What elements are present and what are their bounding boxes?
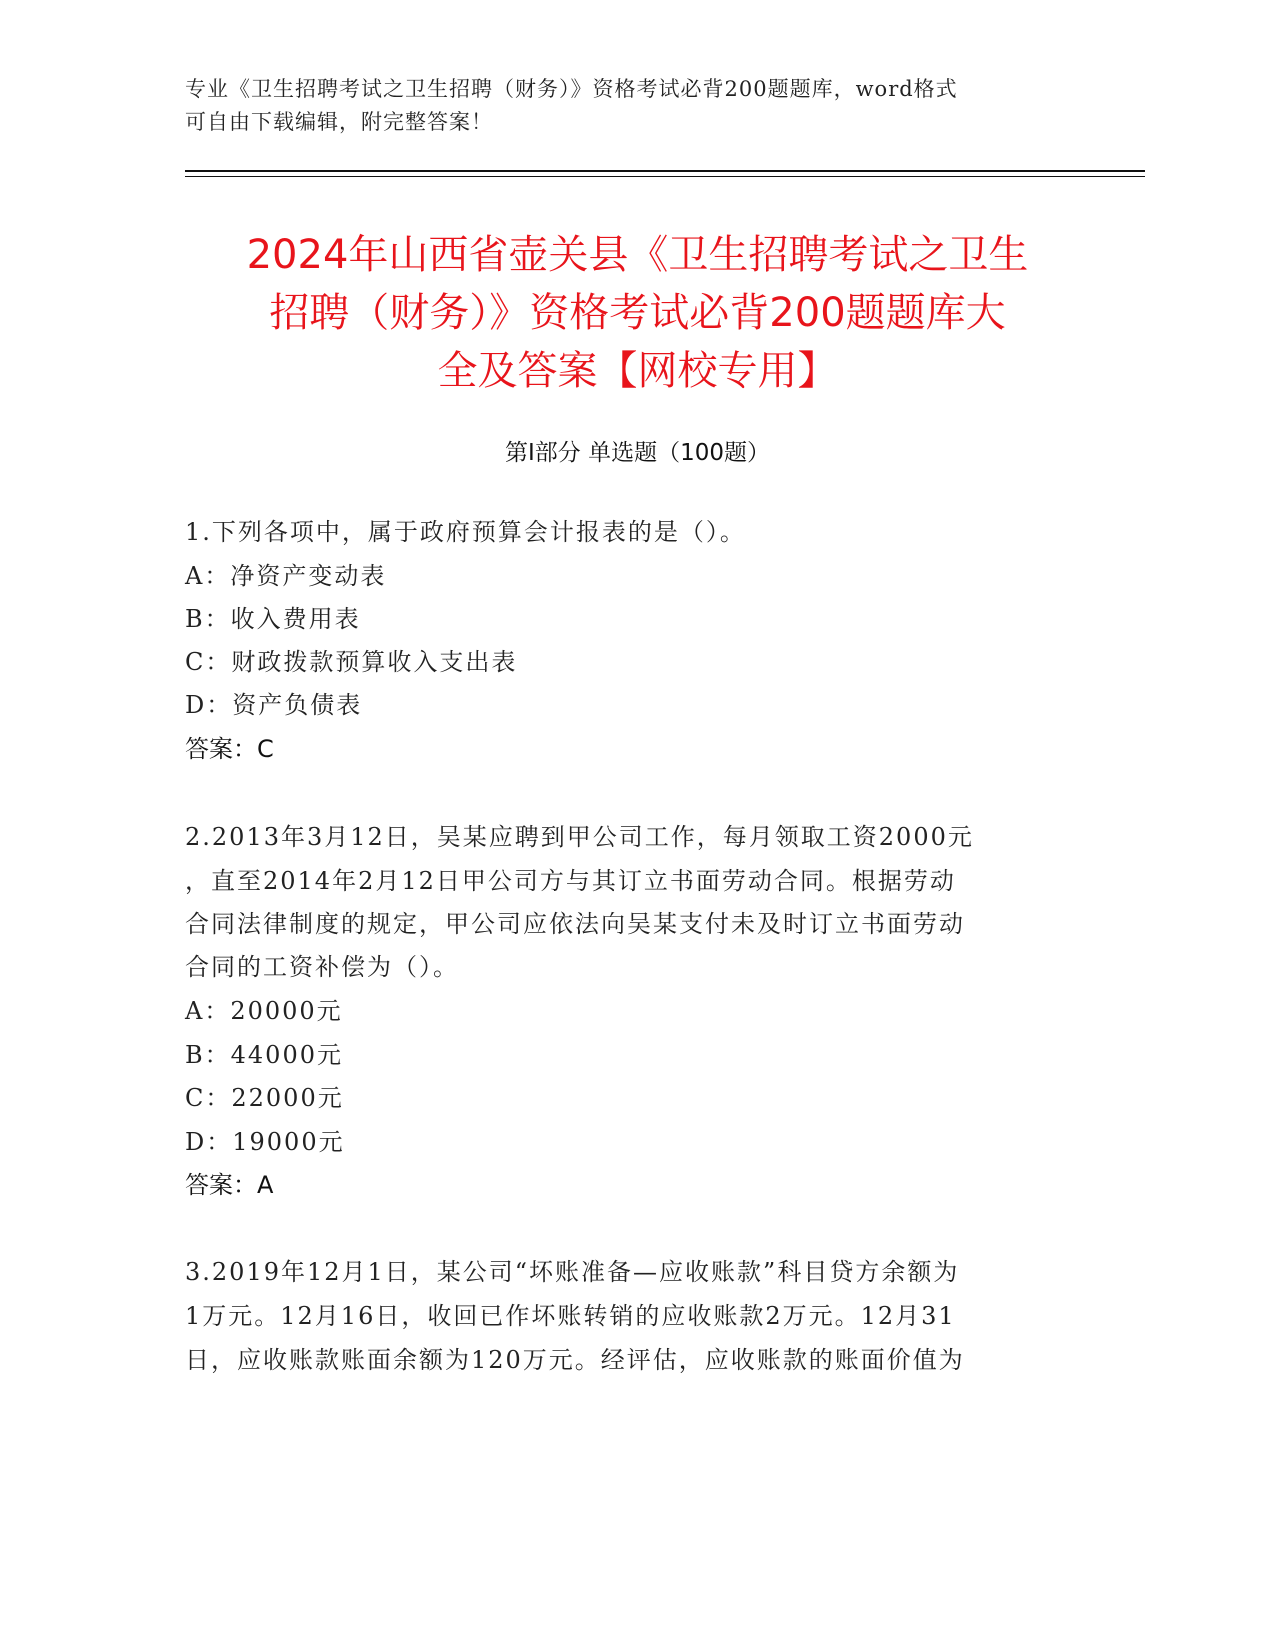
question-stem: ，直至2014年2月12日甲公司方与其订立书面劳动合同。根据劳动 (185, 867, 956, 895)
title-line: 招聘（财务）》资格考试必背200题题库大 (269, 290, 1006, 336)
question-option: B：收入费用表 (185, 605, 361, 633)
document-title (150, 226, 1125, 400)
question-answer: 答案：A (185, 1171, 274, 1199)
header-divider-thin (185, 176, 1145, 177)
question-option: A：净资产变动表 (185, 562, 387, 590)
question-option: A：20000元 (185, 997, 343, 1025)
question-stem: 3.2019年12月1日，某公司“坏账准备—应收账款”科目贷方余额为 (185, 1258, 960, 1286)
header-divider-thick (185, 170, 1145, 172)
question-stem: 合同的工资补偿为（）。 (185, 953, 459, 981)
header-note-line: 专业《卫生招聘考试之卫生招聘（财务）》资格考试必背200题题库，word格式 (185, 77, 958, 101)
question-option: D：资产负债表 (185, 691, 363, 719)
title-line: 2024年山西省壶关县《卫生招聘考试之卫生 (246, 232, 1029, 278)
question-option: C：22000元 (185, 1084, 344, 1112)
question-answer: 答案：C (185, 735, 274, 763)
header-note (185, 73, 1065, 139)
question-stem: 2.2013年3月12日，吴某应聘到甲公司工作，每月领取工资2000元 (185, 823, 974, 851)
question-option: D：19000元 (185, 1128, 345, 1156)
question-stem: 日，应收账款账面余额为120万元。经评估，应收账款的账面价值为 (185, 1346, 965, 1374)
question-option: B：44000元 (185, 1041, 343, 1069)
section-heading: 第Ⅰ部分 单选题（100题） (505, 440, 770, 466)
question-option: C：财政拨款预算收入支出表 (185, 648, 518, 676)
question-stem: 合同法律制度的规定，甲公司应依法向吴某支付未及时订立书面劳动 (185, 910, 965, 938)
question-stem: 1万元。12月16日，收回已作坏账转销的应收账款2万元。12月31 (185, 1302, 956, 1330)
question-stem: 1.下列各项中，属于政府预算会计报表的是（）。 (185, 518, 746, 546)
header-note-line: 可自由下载编辑，附完整答案！ (185, 110, 493, 134)
title-line: 全及答案【网校专用】 (437, 348, 838, 394)
